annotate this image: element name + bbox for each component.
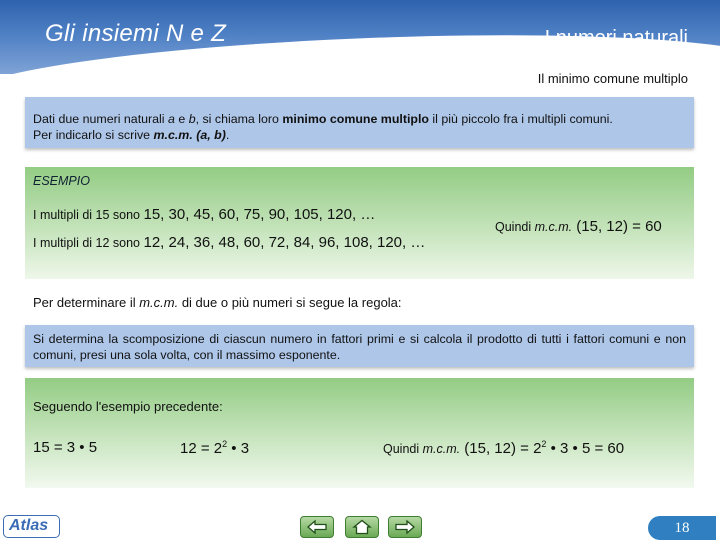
home-icon — [351, 519, 373, 535]
rule-text: Si determina la scomposizione di ciascun numero in fattori primi e si calcola il prodotto di tutti i fattori comuni e non comuni, presi una sola volta, con il massimo esponente. — [33, 332, 686, 362]
atlas-logo: Atlas — [3, 515, 60, 538]
definition-box — [25, 97, 694, 148]
arrow-left-icon — [306, 519, 328, 535]
definition-text: Dati due numeri naturali a e b, si chiama loro minimo comune multiplo il più piccolo fra i multipli comuni. Per indicarlo si scrive m.c.m. (a, b). — [33, 112, 613, 142]
home-button[interactable] — [345, 516, 379, 538]
section-title: I numeri naturali — [544, 27, 688, 49]
app-title: Gli insiemi N e Z — [45, 20, 227, 47]
next-button[interactable] — [388, 516, 422, 538]
page-number: 18 — [648, 516, 716, 540]
rule-intro: Per determinare il m.c.m. di due o più numeri si segue la regola: — [33, 295, 402, 310]
rule-box — [25, 325, 694, 367]
factorization-result: Quindi m.c.m. (15, $12) = 2^2$ • 3 • 5 = 60 — [383, 439, 625, 457]
factorization-12: $12 = 2^2$ • 3 — [180, 439, 250, 457]
example-label: ESEMPIO — [33, 174, 90, 188]
prev-button[interactable] — [300, 516, 334, 538]
factorization-intro: Seguendo l'esempio precedente: — [33, 399, 223, 414]
example-box — [25, 167, 694, 279]
header-banner — [0, 0, 720, 74]
multiples-of-15: I multipli di 15 sono 15, 30, 45, 60, 75, 90, 105, 120, … — [33, 206, 376, 223]
factorization-box — [25, 378, 694, 488]
example-result: Quindi m.c.m. (15, 12) = 60 — [495, 218, 662, 235]
factorization-15: 15 = 3 • 5 — [33, 439, 98, 456]
multiples-of-12: I multipli di 12 sono 12, 24, 36, 48, 60, 72, 84, 96, 108, 120, … — [33, 234, 426, 251]
definition-term: minimo comune multiplo — [282, 112, 429, 126]
arrow-right-icon — [394, 519, 416, 535]
page-subtitle: Il minimo comune multiplo — [537, 71, 688, 86]
